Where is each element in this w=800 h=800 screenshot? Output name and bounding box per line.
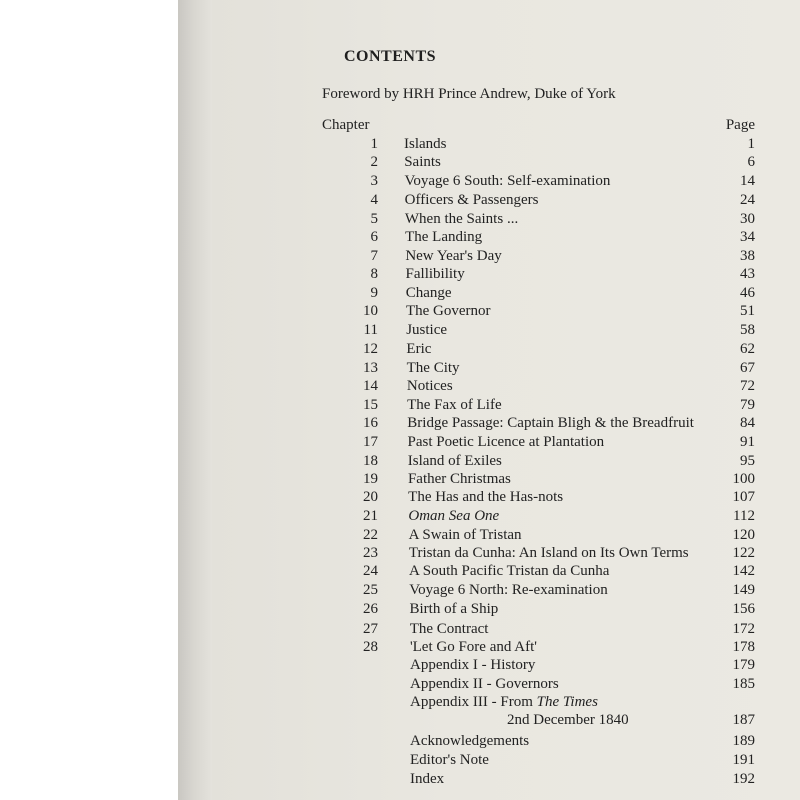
toc-entry xyxy=(0,489,800,509)
chapter-title xyxy=(405,248,501,265)
page-number: 46 xyxy=(740,285,755,301)
chapter-title-text: Islands xyxy=(404,136,447,152)
page-number: 34 xyxy=(740,229,755,245)
chapter-title xyxy=(410,657,535,674)
chapter-title-text: Officers & Passengers xyxy=(404,192,539,208)
chapter-number: 3 xyxy=(370,173,378,189)
chapter-number: 11 xyxy=(363,322,378,338)
chapter-title-italic: The Times xyxy=(536,694,598,710)
chapter-title xyxy=(405,211,518,228)
page-number: 95 xyxy=(740,453,755,469)
page-number: 122 xyxy=(732,545,755,561)
chapter-title-text: Justice xyxy=(406,322,448,338)
chapter-title-text: The City xyxy=(406,360,460,376)
chapter-title xyxy=(408,508,499,525)
toc-entry xyxy=(0,712,800,732)
chapter-title xyxy=(410,639,537,656)
chapter-number: 4 xyxy=(370,192,378,208)
chapter-title xyxy=(409,582,607,599)
toc-entry xyxy=(0,397,800,417)
toc-entry xyxy=(0,657,800,677)
chapter-title-text: Acknowledgements xyxy=(410,733,530,749)
toc-entry xyxy=(0,192,800,212)
chapter-title-text: Voyage 6 South: Self-examination xyxy=(404,173,611,189)
chapter-title-text: Tristan da Cunha: An Island on Its Own Terms xyxy=(408,545,689,561)
toc-entry xyxy=(0,266,800,286)
chapter-title-text: The Landing xyxy=(405,229,483,245)
toc-entry xyxy=(0,621,800,641)
toc-entry xyxy=(0,378,800,398)
chapter-number: 7 xyxy=(370,248,378,264)
chapter-title xyxy=(410,771,444,788)
chapter-title-text: Fallibility xyxy=(405,266,465,282)
page-header: Page xyxy=(725,117,755,133)
page-number: 43 xyxy=(740,266,755,282)
chapter-title-text: Eric xyxy=(406,341,432,357)
chapter-title xyxy=(407,397,502,414)
page-number: 1 xyxy=(747,136,755,152)
chapter-title xyxy=(407,415,694,432)
chapter-title-text: The Fax of Life xyxy=(407,397,502,413)
chapter-title-text: Change xyxy=(405,285,452,301)
chapter-number: 28 xyxy=(363,639,378,655)
page-number: 84 xyxy=(740,415,755,431)
toc-entry xyxy=(0,545,800,565)
chapter-number: 18 xyxy=(363,453,378,469)
toc-entry xyxy=(0,453,800,473)
chapter-title-text: Saints xyxy=(404,154,441,170)
chapter-title-text: The Has and the Has-nots xyxy=(408,489,564,505)
chapter-number: 2 xyxy=(370,154,378,170)
chapter-header: Chapter xyxy=(322,117,370,133)
page-number: 178 xyxy=(732,639,755,655)
page-number: 14 xyxy=(740,173,755,189)
toc-entry xyxy=(0,471,800,491)
page-number: 187 xyxy=(732,712,755,728)
chapter-title-text: Father Christmas xyxy=(407,471,511,487)
toc-entry xyxy=(0,229,800,249)
chapter-title xyxy=(408,489,563,506)
chapter-number: 6 xyxy=(370,229,378,245)
chapter-number: 23 xyxy=(363,545,378,561)
page-number: 179 xyxy=(732,657,755,673)
chapter-number: 14 xyxy=(363,378,378,394)
chapter-number: 25 xyxy=(363,582,378,598)
page-number: 67 xyxy=(740,360,755,376)
page-number: 79 xyxy=(740,397,755,413)
chapter-title-text: New Year's Day xyxy=(405,248,502,264)
toc-entry xyxy=(0,527,800,547)
chapter-title xyxy=(408,434,605,451)
toc-entry xyxy=(0,341,800,361)
page-number: 149 xyxy=(732,582,755,598)
chapter-title xyxy=(408,453,502,470)
toc-entry xyxy=(0,434,800,454)
chapter-number: 22 xyxy=(363,527,378,543)
chapter-title-text: A South Pacific Tristan da Cunha xyxy=(409,563,610,579)
chapter-title xyxy=(409,563,609,580)
chapter-title xyxy=(410,621,489,638)
chapter-title xyxy=(405,229,482,246)
chapter-number: 19 xyxy=(363,471,378,487)
chapter-title xyxy=(406,266,465,283)
chapter-title xyxy=(404,136,447,153)
page-title: CONTENTS xyxy=(343,48,437,65)
chapter-number: 5 xyxy=(370,211,378,227)
chapter-title-text: Voyage 6 North: Re-examination xyxy=(409,582,608,598)
chapter-number: 17 xyxy=(363,434,378,450)
toc-entry xyxy=(0,136,800,156)
page-number: 62 xyxy=(740,341,755,357)
chapter-title-text: The Contract xyxy=(409,621,489,637)
chapter-title xyxy=(410,752,489,769)
chapter-number: 26 xyxy=(363,601,378,617)
foreword-line: Foreword by HRH Prince Andrew, Duke of York xyxy=(322,86,616,102)
toc-entry xyxy=(0,752,800,772)
toc-entry xyxy=(0,508,800,528)
toc-entry xyxy=(0,601,800,621)
page-number: 185 xyxy=(732,676,755,692)
chapter-title-text: Oman Sea One xyxy=(408,508,500,524)
page-number: 24 xyxy=(740,192,755,208)
toc-entry xyxy=(0,285,800,305)
chapter-title-text: Island of Exiles xyxy=(407,453,502,469)
page-number: 142 xyxy=(732,563,755,579)
chapter-title-text: Appendix II - Governors xyxy=(410,676,559,692)
toc-entry xyxy=(0,694,800,714)
page-number: 156 xyxy=(732,601,755,617)
page-number: 100 xyxy=(732,471,755,487)
chapter-number: 1 xyxy=(370,136,378,152)
chapter-title-text: Bridge Passage: Captain Bligh & the Breadfruit xyxy=(407,415,694,431)
chapter-title xyxy=(410,733,529,750)
chapter-title xyxy=(406,341,431,358)
chapter-number: 8 xyxy=(370,266,378,282)
chapter-title-text: 'Let Go Fore and Aft' xyxy=(409,639,537,655)
chapter-number: 15 xyxy=(363,397,378,413)
chapter-title-text: Notices xyxy=(406,378,453,394)
chapter-number: 12 xyxy=(363,341,378,357)
chapter-title xyxy=(407,378,453,395)
toc-entry xyxy=(0,582,800,602)
toc-entry xyxy=(0,211,800,231)
toc-entry xyxy=(0,154,800,174)
chapter-title xyxy=(404,173,610,190)
chapter-title-text: Appendix I - History xyxy=(410,657,536,673)
chapter-title xyxy=(410,694,598,711)
page-number: 189 xyxy=(732,733,755,749)
toc-entry xyxy=(0,639,800,659)
toc-entry xyxy=(0,563,800,583)
chapter-title-text: When the Saints ... xyxy=(404,211,519,227)
chapter-number: 16 xyxy=(363,415,378,431)
chapter-title-text: The Governor xyxy=(405,303,491,319)
toc-entry xyxy=(0,733,800,753)
chapter-number: 10 xyxy=(363,303,378,319)
toc-entry xyxy=(0,415,800,435)
page-number: 30 xyxy=(740,211,755,227)
chapter-number: 9 xyxy=(370,285,378,301)
chapter-number: 21 xyxy=(363,508,378,524)
page-number: 72 xyxy=(740,378,755,394)
chapter-title-text: Appendix III - From xyxy=(410,694,533,710)
chapter-title-text: Index xyxy=(410,771,445,787)
chapter-title-text: 2nd December 1840 xyxy=(507,712,629,728)
toc-entry xyxy=(0,322,800,342)
toc-entry xyxy=(0,676,800,696)
toc-entry xyxy=(0,173,800,193)
page-number: 112 xyxy=(733,508,755,524)
chapter-title xyxy=(408,471,511,488)
chapter-number: 24 xyxy=(363,563,378,579)
chapter-title xyxy=(409,545,689,562)
page-number: 38 xyxy=(740,248,755,264)
chapter-title-text: Past Poetic Licence at Plantation xyxy=(407,434,605,450)
page-number: 191 xyxy=(732,752,755,768)
chapter-title xyxy=(406,303,491,320)
toc-entry xyxy=(0,771,800,791)
chapter-title xyxy=(406,322,447,339)
chapter-title xyxy=(404,154,441,171)
chapter-title xyxy=(406,285,452,302)
page-number: 192 xyxy=(732,771,755,787)
chapter-title xyxy=(507,712,629,729)
page-number: 120 xyxy=(732,527,755,543)
toc-entry xyxy=(0,303,800,323)
chapter-title-text: Editor's Note xyxy=(410,752,489,768)
chapter-title xyxy=(409,527,522,544)
chapter-title xyxy=(410,676,559,693)
chapter-title-text: Birth of a Ship xyxy=(409,601,499,617)
toc-entry xyxy=(0,360,800,380)
page-number: 58 xyxy=(740,322,755,338)
chapter-number: 13 xyxy=(363,360,378,376)
chapter-number: 20 xyxy=(363,489,378,505)
chapter-title-text: A Swain of Tristan xyxy=(408,527,522,543)
toc-entry xyxy=(0,248,800,268)
page-number: 91 xyxy=(740,434,755,450)
chapter-title xyxy=(407,360,460,377)
chapter-title xyxy=(405,192,539,209)
page-number: 51 xyxy=(740,303,755,319)
page-number: 172 xyxy=(732,621,755,637)
page-number: 107 xyxy=(732,489,755,505)
chapter-number: 27 xyxy=(363,621,378,637)
chapter-title xyxy=(410,601,499,618)
page-number: 6 xyxy=(747,154,755,170)
